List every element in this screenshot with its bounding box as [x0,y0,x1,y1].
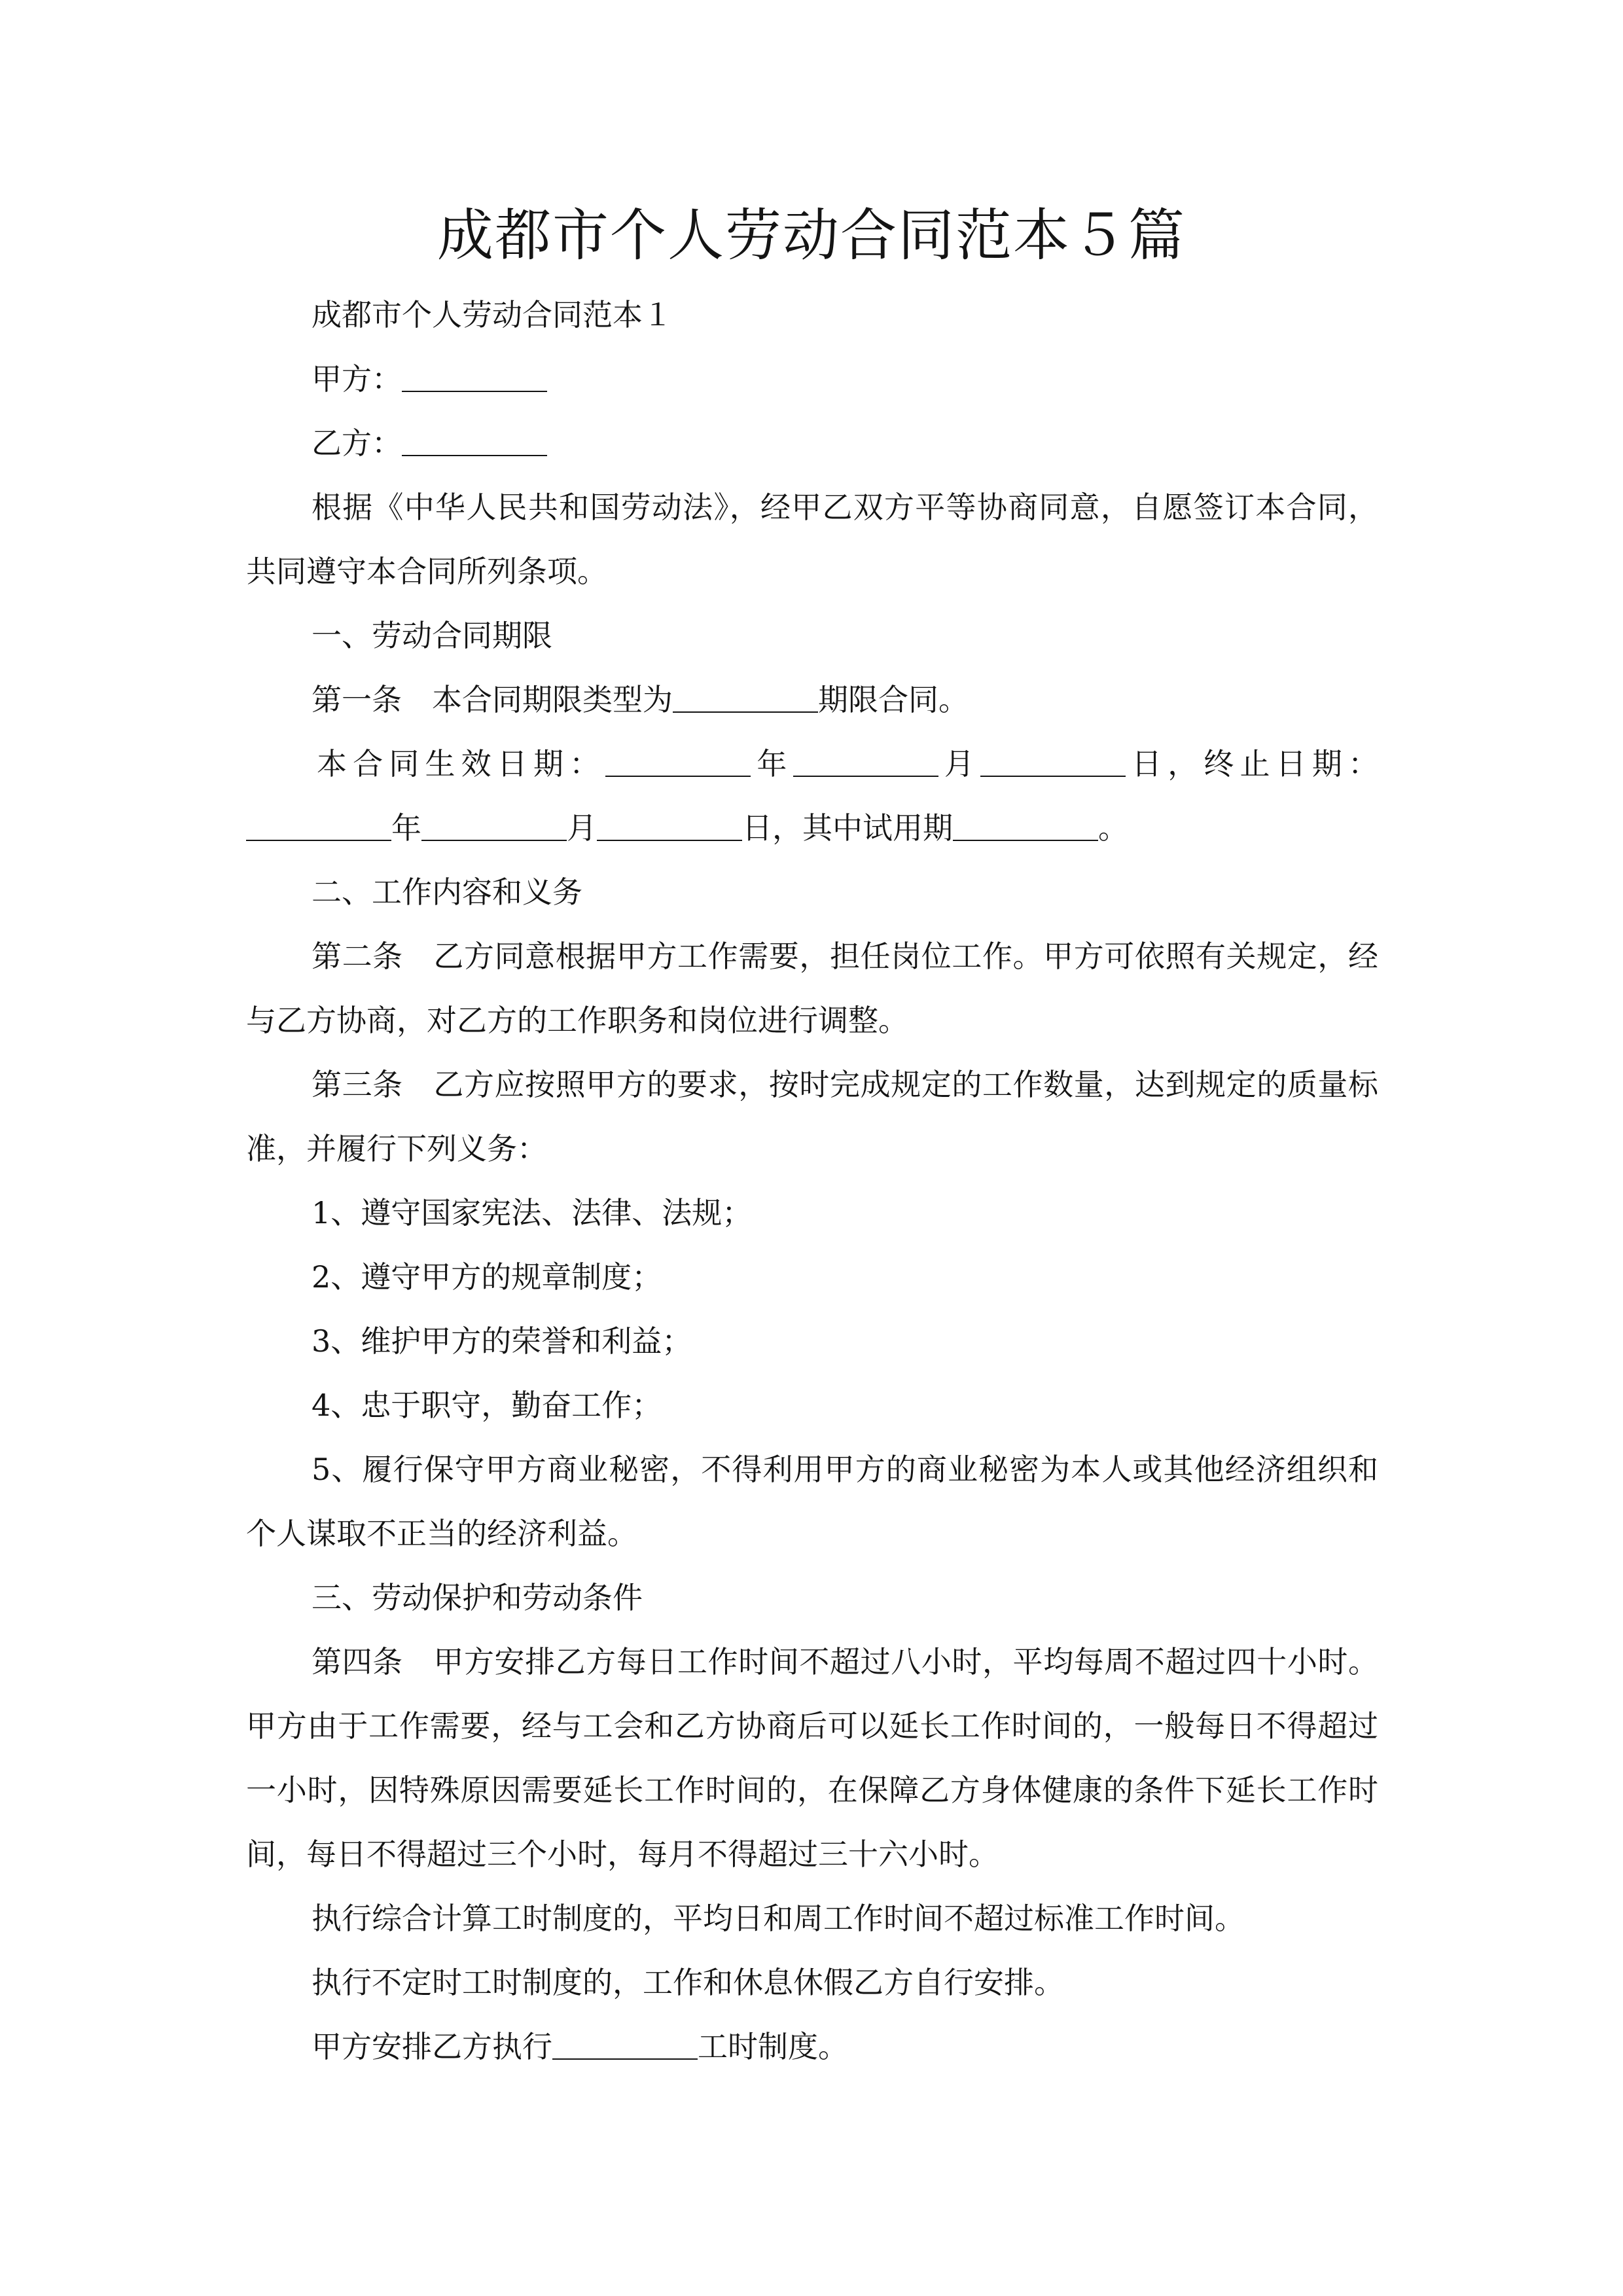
party-b-label: 乙方： [312,425,402,461]
subtitle: 成都市个人劳动合同范本１ [312,297,673,332]
article2 [246,924,1378,1052]
comprehensive-hours: 执行综合计算工时制度的，平均日和周工作时间不超过标准工作时间。 [312,1901,1245,1936]
article4-text: 甲方安排乙方每日工作时间不超过八小时，平均每周不超过四十小时。甲方由于工作需要，经与工会和乙方协商后可以延长工作时间的，一般每日不得超过一小时，因特殊原因需要延长工作时间的，在保障乙方身体健康的条件下延长工作时间，每日不得超过三个小时，每月不得超过三十六小时。 [246,1644,1379,1872]
year-label: 年 [751,746,793,781]
article2-label: 第二条 [312,939,403,974]
duty-item: 5、履行保守甲方商业秘密，不得利用甲方的商业秘密为本人或其他经济组织和个人谋取不正当的经济利益。 [246,1452,1378,1551]
document-body [246,283,1378,2079]
party-b-blank [402,425,547,456]
duty-item: 3、维护甲方的荣誉和利益； [312,1323,692,1359]
article1 [246,668,1378,732]
article3-label: 第三条 [312,1067,403,1102]
end-day-blank [597,810,742,841]
probation-blank [953,810,1098,841]
article1-label: 第一条 [312,682,402,717]
article1-post: 期限合同。 [818,682,969,717]
month-label: 月 [567,810,597,846]
effective-label: 本合同生效日期： [317,746,606,781]
contract-type-blank [673,681,818,713]
flexible-hours: 执行不定时工时制度的，工作和休息休假乙方自行安排。 [312,1965,1064,2000]
end-month-blank [421,810,567,841]
start-day-blank [980,745,1126,777]
duty-item: 4、忠于职守，勤奋工作； [312,1388,662,1423]
duty-item: 1、遵守国家宪法、法律、法规； [312,1195,753,1230]
start-month-blank [793,745,938,777]
party-a-line [246,347,1378,411]
article1-pre: 本合同期限类型为 [432,682,673,717]
hours-system-post: 工时制度。 [698,2029,848,2064]
article4-label: 第四条 [312,1644,403,1679]
start-year-blank [605,745,751,777]
article3 [246,1052,1378,1181]
period-mark: 。 [1098,810,1128,846]
article3-text: 乙方应按照甲方的要求，按时完成规定的工作数量，达到规定的质量标准，并履行下列义务： [246,1067,1379,1166]
article4 [246,1630,1378,1886]
section1-heading: 一、劳动合同期限 [312,618,552,653]
party-a-blank [402,361,547,392]
month-label: 月 [938,746,980,781]
document-title: 成都市个人劳动合同范本５篇 [437,203,1186,268]
section2-heading: 二、工作内容和义务 [312,874,582,910]
party-a-label: 甲方： [312,361,402,397]
end-year-blank [246,810,391,841]
intro-paragraph: 根据《中华人民共和国劳动法》，经甲乙双方平等协商同意，自愿签订本合同，共同遵守本合同所列条项。 [246,490,1378,589]
hours-system-pre: 甲方安排乙方执行 [312,2029,552,2064]
probation-label: 日，其中试用期 [742,810,953,846]
hours-system-line [246,2015,1378,2079]
duty-item: 2、遵守甲方的规章制度； [312,1259,662,1295]
section3-heading: 三、劳动保护和劳动条件 [312,1580,643,1615]
effective-date-line [246,732,1378,860]
party-b-line [246,411,1378,475]
article2-text: 乙方同意根据甲方工作需要，担任岗位工作。甲方可依照有关规定，经与乙方协商，对乙方的工作职务和岗位进行调整。 [246,939,1379,1038]
year-label: 年 [391,810,421,846]
end-date-label: 日，终止日期： [1125,746,1379,781]
hours-system-blank [552,2028,698,2060]
